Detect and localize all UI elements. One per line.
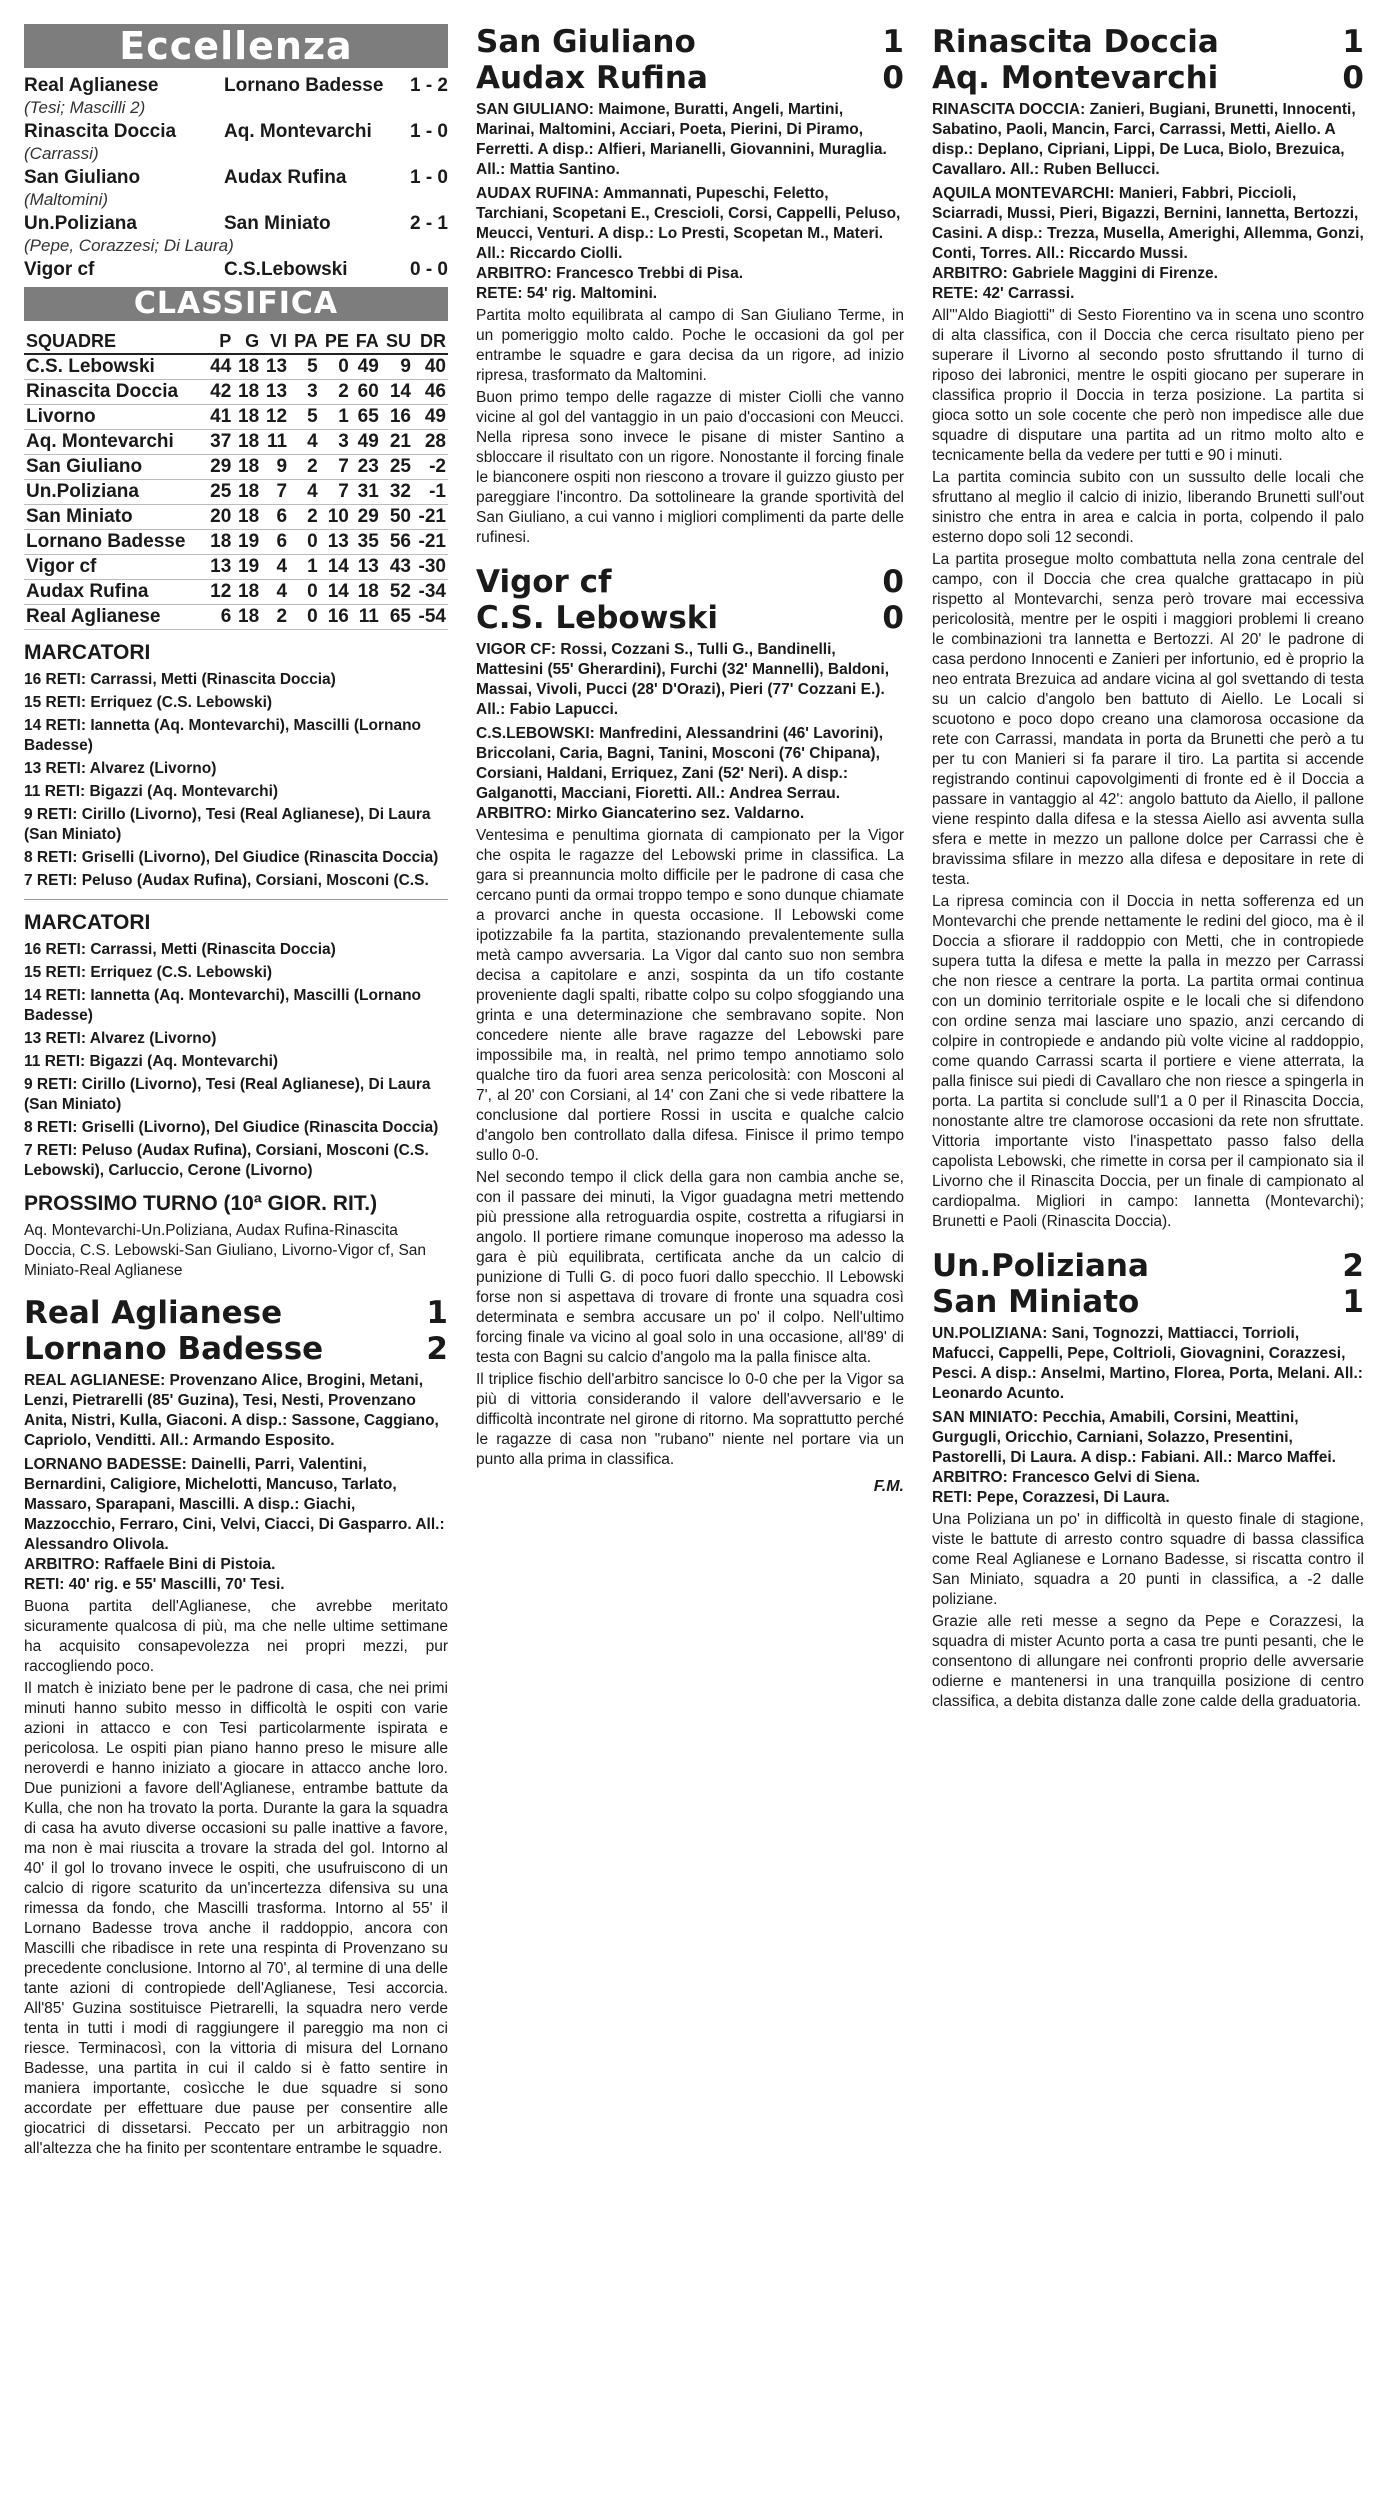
scorer-line: 11 RETI: Bigazzi (Aq. Montevarchi) <box>24 1053 279 1070</box>
team-name-cell: Un.Poliziana <box>24 480 205 505</box>
stat-cell: 29 <box>351 505 381 530</box>
lineup: AQUILA MONTEVARCHI: Manieri, Fabbri, Piccioli, Sciarradi, Mussi, Pieri, Bigazzi, Bernini, Iannetta, Bertozzi, Casini. A disp.: Trezza, Musella, Amerighi, Allemma, Gonzi, Conti, Torres. All.: Riccardo Mussi. <box>932 185 1364 262</box>
stat-cell: 46 <box>413 380 448 405</box>
team-score: 1 <box>1342 24 1364 60</box>
stat-cell: 4 <box>261 555 289 580</box>
standings-row <box>24 455 448 480</box>
article-paragraph: Buon primo tempo delle ragazze di mister Ciolli che vanno vicine al gol del vantaggio in un paio d'occasioni con Meucci. Nella ripresa sono invece le pisane di mister Santino a sbloccare il risultato con un rigore. Nonostante il forcing finale le bianconere ospiti non riescono a trovare il guizzo giusto per pareggiare l'incontro. Da sottolineare la grande sportività del San Giuliano, a cui vanno i migliori complimenti da parte delle rufinesi. <box>476 389 904 546</box>
result-score: 1 - 0 <box>409 121 448 142</box>
scorers-title: MARCATORI <box>24 911 151 934</box>
standings-header-row <box>24 329 448 354</box>
stat-cell: 37 <box>205 430 233 455</box>
stat-cell: -1 <box>413 480 448 505</box>
standings-header-cell: SU <box>381 329 413 354</box>
team-name: Real Aglianese <box>24 1295 283 1331</box>
stat-cell: 18 <box>233 580 261 605</box>
standings-header-cell: P <box>205 329 233 354</box>
stat-cell: 32 <box>381 480 413 505</box>
result-score: 1 - 0 <box>409 167 448 188</box>
lineup: REAL AGLIANESE: Provenzano Alice, Brogini, Metani, Lenzi, Pietrarelli (85' Guzina), Tesi, Nesti, Provenzano Anita, Nistri, Kulla, Giaconi. A disp.: Sassone, Caggiano, Capriolo, Venditti. All.: Armando Esposito. <box>24 1372 439 1449</box>
article-paragraph: La ripresa comincia con il Doccia in netta sofferenza ed un Montevarchi che prende nettamente le redini del gioco, ma è il Doccia a sfiorare il raddoppio con Metti, che in contropiede supera tutta la difesa e mette la palla in mezzo per Carrassi che non riesce a centrare la porta. La partita ormai continua con un dominio territoriale ospite e le locali che si difendono con ordine senza mai lasciare uno spazio, anzi cercando di colpire in contropiede e andando più volte vicine al raddoppio, come quando Carrassi scarta il portiere e viene atterrata, la palla finisce sui piedi di Cavallaro che non riesce a spingerla in porta. La partita si conclude sull'1 a 0 per il Rinascita Doccia, nonostante altre tre clamorose occasioni da rete non sfruttate. Vittoria importante visto l'inaspettato passo falso della capolista Lebowski, che rimette in corsa per il campionato sia il Livorno che il Rinascita Doccia, per un finale di campionato al cardiopalma. Migliori in campo: Iannetta (Montevarchi); Brunetti e Paoli (Rinascita Doccia). <box>932 893 1364 1230</box>
stat-cell: 19 <box>233 555 261 580</box>
team-name-cell: Aq. Montevarchi <box>24 430 205 455</box>
standings-header-cell: VI <box>261 329 289 354</box>
stat-cell: -21 <box>413 505 448 530</box>
standings-row <box>24 354 448 380</box>
match-report <box>932 24 1364 1232</box>
match-report <box>932 1248 1364 1712</box>
result-item <box>24 74 448 118</box>
result-score: 0 - 0 <box>409 259 448 280</box>
referee: ARBITRO: Francesco Gelvi di Siena. <box>932 1469 1200 1486</box>
stat-cell: 49 <box>351 354 381 380</box>
stat-cell: 6 <box>261 530 289 555</box>
team-name: Audax Rufina <box>476 60 708 96</box>
stat-cell: -34 <box>413 580 448 605</box>
stat-cell: 14 <box>381 380 413 405</box>
stat-cell: 0 <box>289 530 320 555</box>
stat-cell: 35 <box>351 530 381 555</box>
stat-cell: 28 <box>413 430 448 455</box>
stat-cell: 18 <box>205 530 233 555</box>
team-score: 0 <box>882 60 904 96</box>
stat-cell: 18 <box>233 480 261 505</box>
scorer-line: 8 RETI: Griselli (Livorno), Del Giudice (Rinascita Doccia) <box>24 1119 439 1136</box>
article-paragraph: La partita prosegue molto combattuta nella zona centrale del campo, con il Doccia che crea qualche grattacapo in più rispetto al Montevarchi, senza però trovare mai eccessiva pericolosità, mentre per le ospiti i maggiori problemi li creano le combinazioni tra Iannetta e Bertozzi. Al 20' le padrone di casa perdono Innocenti e Zanieri per infortunio, ed è proprio la neo entrata Brezuica ad andare vicina al gol svettando di testa su un calcio d'angolo ben battuto di Aiello. Le Locali si scuotono e poco dopo creano una clamorosa occasione da rete con Carrassi, mandata in porta da Brunetti che però a tu per tu con Manieri si fa parare il tiro. La partita si accende registrando continui capovolgimenti di fronte ed è il Doccia a passare in vantaggio al 42': angolo battuto da Aiello, il pallone viene respinto dalla difesa e la stessa Aiello asi avventa sulla sfera e mette in mezzo un pallone dolce per Carrassi che è bravissima sfilare in mezzo alla difesa e depositare in rete di testa. <box>932 551 1364 888</box>
lineup: RINASCITA DOCCIA: Zanieri, Bugiani, Brunetti, Innocenti, Sabatino, Paoli, Mancin, Farci, Carrassi, Metti, Aiello. A disp.: Deplano, Cipriani, Lippi, De Luca, Biolo, Brezuica, Cavallaro. All.: Ruben Bellucci. <box>932 101 1356 178</box>
stat-cell: 18 <box>233 430 261 455</box>
goals: RETI: 40' rig. e 55' Mascilli, 70' Tesi. <box>24 1576 285 1593</box>
stat-cell: 16 <box>320 605 351 630</box>
team-name: Vigor cf <box>476 564 612 600</box>
scorer-line: 14 RETI: Iannetta (Aq. Montevarchi), Mascilli (Lornano Badesse) <box>24 717 422 754</box>
stat-cell: 13 <box>261 380 289 405</box>
stat-cell: 40 <box>413 354 448 380</box>
result-away-team: Audax Rufina <box>224 167 347 188</box>
stat-cell: 9 <box>381 354 413 380</box>
stat-cell: 6 <box>205 605 233 630</box>
stat-cell: 31 <box>351 480 381 505</box>
result-home-team: Un.Poliziana <box>24 213 137 234</box>
scorer-line: 16 RETI: Carrassi, Metti (Rinascita Doccia) <box>24 671 336 688</box>
scorers-list <box>24 940 448 1181</box>
stat-cell: 2 <box>289 455 320 480</box>
stat-cell: -30 <box>413 555 448 580</box>
team-name-cell: Audax Rufina <box>24 580 205 605</box>
team-score: 2 <box>1342 1248 1364 1284</box>
stat-cell: -54 <box>413 605 448 630</box>
stat-cell: 49 <box>351 430 381 455</box>
stat-cell: 0 <box>320 354 351 380</box>
stat-cell: 4 <box>289 430 320 455</box>
stat-cell: 23 <box>351 455 381 480</box>
next-turn-title: PROSSIMO TURNO (10ª GIOR. RIT.) <box>24 1192 378 1215</box>
result-home-team: Real Aglianese <box>24 75 159 96</box>
stat-cell: 60 <box>351 380 381 405</box>
match-report <box>476 24 904 548</box>
stat-cell: 16 <box>381 405 413 430</box>
team-name: San Miniato <box>932 1284 1140 1320</box>
stat-cell: 50 <box>381 505 413 530</box>
scorer-line: 7 RETI: Peluso (Audax Rufina), Corsiani, Mosconi (C.S. Lebowski), Carluccio, Cerone (Livorno) <box>24 1142 429 1179</box>
match-report <box>476 564 904 1496</box>
stat-cell: 18 <box>351 580 381 605</box>
stat-cell: 2 <box>261 605 289 630</box>
stat-cell: 2 <box>289 505 320 530</box>
result-home-team: Rinascita Doccia <box>24 121 177 142</box>
stat-cell: 4 <box>289 480 320 505</box>
lineup: VIGOR CF: Rossi, Cozzani S., Tulli G., Bandinelli, Mattesini (55' Gherardini), Furchi (32' Mannelli), Baldoni, Massai, Vivoli, Pucci (28' D'Orazi), Pieri (77' Cozzani E.). All.: Fabio Lapucci. <box>476 641 890 718</box>
result-scorers: (Maltomini) <box>24 190 109 209</box>
stat-cell: 4 <box>261 580 289 605</box>
stat-cell: 18 <box>233 605 261 630</box>
standings-row <box>24 430 448 455</box>
team-name-cell: Real Aglianese <box>24 605 205 630</box>
article-paragraph: All'"Aldo Biagiotti" di Sesto Fiorentino va in scena uno scontro di alta classifica, con il Doccia che cerca risultato pieno per superare il Livorno al secondo posto sfruttando il turno di riposo dei labronici, mentre le ospiti giocano per superare in classifica proprio il Doccia in terza posizione. La partita si gioca sotto un sole cocente che però non impedisce alle due squadre di disputare una partita ad un ritmo molto alto e tecnicamente bella da vedere per tutti e 90 i minuti. <box>932 307 1364 464</box>
stat-cell: 1 <box>320 405 351 430</box>
article-paragraph: Buona partita dell'Aglianese, che avrebbe meritato sicuramente qualcosa di più, ma che nelle ultime settimane ha acquisito consapevolezza nei propri mezzi, pur raccogliendo poco. <box>24 1598 448 1675</box>
lineup: UN.POLIZIANA: Sani, Tognozzi, Mattiacci, Torrioli, Mafucci, Cappelli, Pepe, Coltrioli, Giovagnini, Corazzesi, Pesci. A disp.: Anselmi, Martino, Florea, Porta, Melani. All.: Leonardo Acunto. <box>932 1325 1363 1402</box>
team-name: San Giuliano <box>476 24 696 60</box>
team-name-cell: San Miniato <box>24 505 205 530</box>
lineup: AUDAX RUFINA: Ammannati, Pupeschi, Feletto, Tarchiani, Scopetani E., Crescioli, Corsi, Cappelli, Peluso, Meucci, Venturi. A disp.: Lo Presti, Scopetan M., Materi. All.: Riccardo Ciolli. <box>476 185 901 262</box>
article-paragraph: La partita comincia subito con un sussulto delle locali che sfruttano al meglio il calcio di inizio, liberando Brunetti sull'out sinistro che entra in area e calcia in porta, colpendo il palo esterno dopo soli 12 secondi. <box>932 469 1364 546</box>
standings-row <box>24 605 448 630</box>
team-name-cell: San Giuliano <box>24 455 205 480</box>
standings-row <box>24 580 448 605</box>
team-name-cell: C.S. Lebowski <box>24 354 205 380</box>
stat-cell: 65 <box>351 405 381 430</box>
stat-cell: 18 <box>233 455 261 480</box>
author-signature: F.M. <box>873 1478 904 1495</box>
result-scorers: (Pepe, Corazzesi; Di Laura) <box>24 236 234 255</box>
result-scorers: (Carrassi) <box>24 144 99 163</box>
stat-cell: 1 <box>289 555 320 580</box>
divider <box>24 899 448 900</box>
stat-cell: 7 <box>320 455 351 480</box>
scorer-line: 9 RETI: Cirillo (Livorno), Tesi (Real Aglianese), Di Laura (San Miniato) <box>24 1076 431 1113</box>
stat-cell: 11 <box>261 430 289 455</box>
stat-cell: 11 <box>351 605 381 630</box>
stat-cell: 25 <box>381 455 413 480</box>
stat-cell: 18 <box>233 405 261 430</box>
article-paragraph: Una Poliziana un po' in difficoltà in questo finale di stagione, viste le battute di arresto contro squadre di bassa classifica come Real Aglianese e Lornano Badesse, si riscatta contro il San Miniato, squadra a 20 punti in classifica, a -2 dalle poliziane. <box>932 1511 1364 1608</box>
article-paragraph: Nel secondo tempo il click della gara non cambia anche se, con il passare dei minuti, la Vigor guadagna metri mettendo più pressione alla retroguardia ospite, costretta a rifugiarsi in angolo. Il portiere rimane comunque inoperoso ma adesso la gara è più equilibrata, certificata anche da un calcio di punizione di Tulli G. di poco fuori dallo specchio. Il Lebowski forse non si aspettava di trovare di fronte una squadra così determinata e sembra accusare un po' il colpo. Nell'ultimo forcing finale va vicino al goal solo in una occasione, all'89' di testa con Bagni su calcio d'angolo ma la palla finisce alta. <box>476 1169 904 1366</box>
result-home-team: San Giuliano <box>24 167 141 188</box>
result-item <box>24 120 448 164</box>
team-name: C.S. Lebowski <box>476 600 719 636</box>
result-item <box>24 166 448 210</box>
stat-cell: 12 <box>205 580 233 605</box>
standings-row <box>24 380 448 405</box>
stat-cell: 18 <box>233 380 261 405</box>
standings-row <box>24 530 448 555</box>
result-away-team: San Miniato <box>224 213 331 234</box>
scorer-line: 13 RETI: Alvarez (Livorno) <box>24 1030 217 1047</box>
stat-cell: 2 <box>320 380 351 405</box>
stat-cell: 21 <box>381 430 413 455</box>
stat-cell: 52 <box>381 580 413 605</box>
referee: ARBITRO: Mirko Giancaterino sez. Valdarno. <box>476 805 805 822</box>
article-paragraph: Il match è iniziato bene per le padrone di casa, che nei primi minuti hanno subito messo in difficoltà le ospiti con varie azioni in attacco e con Tesi particolarmente ispirata e pericolosa. Le ospiti pian piano hanno preso le misure alle neroverdi e hanno iniziato a giocare in attacco anche loro. Due punizioni a favore dell'Aglianese, entrambe battute da Kulla, che non ha trovato la porta. Durante la gara la squadra di casa ha avuto diverse occasioni su palle inattive a favore, ma non è mai riuscita a trovare la strada del gol. Intorno al 40' il gol lo trovano invece le ospiti, che usufruiscono di un calcio di rigore scaturito da un'incertezza difensiva su una rimessa da fondo, che Mascilli trasforma. Intorno al 55' il Lornano Badesse trova anche il raddoppio, ancora con Mascilli che ribadisce in rete una respinta di Provenzano su precedente conclusione. Intorno al 70', al termine di una delle tante azioni di contropiede dell'Aglianese, Tesi accorcia. All'85' Guzina sostituisce Pietrarelli, la squadra nero verde tenta in tutti i modi di raggiungere il pareggio ma non ci riesce. Terminacosì, con la vittoria di misura del Lornano Badesse, una partita in cui il caldo si è fatto sentire in maniera importante, cosìcche le due squadre si sono accordate per effettuare due pause per consentire alle giocatrici di dissetarsi. Peccato per un arbitraggio non all'altezza che ha finito per scontentare entrambe le squadre. <box>24 1680 448 2157</box>
scorer-line: 11 RETI: Bigazzi (Aq. Montevarchi) <box>24 783 279 800</box>
standings-table <box>24 329 448 630</box>
result-away-team: C.S.Lebowski <box>224 259 348 280</box>
scorer-line: 8 RETI: Griselli (Livorno), Del Giudice (Rinascita Doccia) <box>24 849 439 866</box>
stat-cell: 3 <box>289 380 320 405</box>
stat-cell: 14 <box>320 555 351 580</box>
stat-cell: 13 <box>320 530 351 555</box>
stat-cell: 20 <box>205 505 233 530</box>
stat-cell: 25 <box>205 480 233 505</box>
stat-cell: 29 <box>205 455 233 480</box>
result-score: 1 - 2 <box>409 75 448 96</box>
lineup: C.S.LEBOWSKI: Manfredini, Alessandrini (46' Lavorini), Briccolani, Caria, Bagni, Tanini, Mosconi (76' Chipana), Corsiani, Haldani, Erriquez, Zani (52' Neri). A disp.: Galganotti, Macciani, Fioretti. All.: Andrea Serrau. <box>476 725 884 802</box>
stat-cell: 9 <box>261 455 289 480</box>
goals: RETI: Pepe, Corazzesi, Di Laura. <box>932 1489 1170 1506</box>
referee: ARBITRO: Gabriele Maggini di Firenze. <box>932 265 1218 282</box>
result-item <box>24 258 448 281</box>
team-score: 1 <box>1342 1284 1364 1320</box>
result-score: 2 - 1 <box>409 213 448 234</box>
goals: RETE: 54' rig. Maltomini. <box>476 285 658 302</box>
team-name-cell: Vigor cf <box>24 555 205 580</box>
referee: ARBITRO: Francesco Trebbi di Pisa. <box>476 265 744 282</box>
stat-cell: 65 <box>381 605 413 630</box>
stat-cell: 44 <box>205 354 233 380</box>
scorer-line: 9 RETI: Cirillo (Livorno), Tesi (Real Aglianese), Di Laura (San Miniato) <box>24 806 431 843</box>
team-score: 0 <box>882 600 904 636</box>
stat-cell: 14 <box>320 580 351 605</box>
stat-cell: 0 <box>289 580 320 605</box>
team-name: Rinascita Doccia <box>932 24 1219 60</box>
result-item <box>24 212 448 256</box>
scorers-title: MARCATORI <box>24 641 151 664</box>
team-name: Un.Poliziana <box>932 1248 1149 1284</box>
stat-cell: 18 <box>233 354 261 380</box>
column-left <box>24 24 448 2175</box>
article-paragraph: Partita molto equilibrata al campo di San Giuliano Terme, in un pomeriggio molto caldo. Poche le occasioni da gol per entrambe le squadre e gara decisa da un rigore, ad inizio ripresa, trasformato da Maltomini. <box>476 307 904 384</box>
stat-cell: 43 <box>381 555 413 580</box>
lineup: LORNANO BADESSE: Dainelli, Parri, Valentini, Bernardini, Caligiore, Michelotti, Mancuso, Tarlato, Massaro, Sparapani, Mascilli. A disp.: Giachi, Mazzocchio, Ferraro, Cini, Velvi, Ciacci, Di Gasparro. All.: Alessandro Olivola. <box>24 1456 445 1553</box>
scorer-line: 16 RETI: Carrassi, Metti (Rinascita Doccia) <box>24 941 336 958</box>
team-name-cell: Rinascita Doccia <box>24 380 205 405</box>
stat-cell: 56 <box>381 530 413 555</box>
article-paragraph: Grazie alle reti messe a segno da Pepe e Corazzesi, la squadra di mister Acunto porta a casa tre punti pesanti, che le consentono di allungare nei confronti proprio delle avversarie odierne e mantenersi in una tranquilla posizione di centro classifica, a debita distanza dalle zone calde della graduatoria. <box>932 1613 1364 1710</box>
stat-cell: 49 <box>413 405 448 430</box>
scorer-line: 15 RETI: Erriquez (C.S. Lebowski) <box>24 964 273 981</box>
team-score: 1 <box>426 1295 448 1331</box>
team-score: 0 <box>882 564 904 600</box>
lineup: SAN MINIATO: Pecchia, Amabili, Corsini, Meattini, Gurgugli, Oricchio, Carniani, Solazzo, Presentini, Pastorelli, Di Laura. A disp.: Fabiani. All.: Marco Maffei. <box>932 1409 1336 1466</box>
scorer-line: 15 RETI: Erriquez (C.S. Lebowski) <box>24 694 273 711</box>
team-name: Aq. Montevarchi <box>932 60 1219 96</box>
stat-cell: 13 <box>205 555 233 580</box>
standings-header-cell: SQUADRE <box>24 329 205 354</box>
results-list <box>24 74 448 281</box>
stat-cell: 5 <box>289 405 320 430</box>
stat-cell: 19 <box>233 530 261 555</box>
team-score: 0 <box>1342 60 1364 96</box>
scorers-list <box>24 670 448 891</box>
standings-row <box>24 505 448 530</box>
article-paragraph: Ventesima e penultima giornata di campionato per la Vigor che ospita le ragazze del Lebowski prime in classifica. La gara si preannuncia molto difficile per le padrone di casa che cercano punti da ormai troppo tempo e sono dunque chiamate a provarci anche in questa occasione. Il Lebowski come ipotizzabile fa la partita, stazionando prevalentemente sulla metà campo avversaria. La Vigor dal canto suo non sembra decisa a capitolare e anzi, sospinta da un tifo costante proveniente dagli spalti, ribatte colpo su colpo sfoggiando una grinta e una determinazione che sembravano sopite. Non concedere niente alle brave ragazze del Lebowski pare impossibile ma, in realtà, nel primo tempo annotiamo solo qualche tiro da fuori area senza pericolosità: con Mosconi al 7', al 20' con Corsiani, al 14' con Zani che si vede ribattere la conclusione dal portiere Rossi in uscita e qualche calcio d'angolo ben controllato dalla difesa. Finisce il primo tempo sullo 0-0. <box>476 827 904 1164</box>
stat-cell: 0 <box>289 605 320 630</box>
standings-header-cell: PA <box>289 329 320 354</box>
lineup: SAN GIULIANO: Maimone, Buratti, Angeli, Martini, Marinai, Maltomini, Acciari, Poeta, Pierini, Di Piramo, Ferretti. A disp.: Alfieri, Marianelli, Giovannini, Muraglia. All.: Mattia Santino. <box>476 101 887 178</box>
column-middle <box>476 24 904 1512</box>
stat-cell: -21 <box>413 530 448 555</box>
stat-cell: 42 <box>205 380 233 405</box>
stat-cell: 7 <box>261 480 289 505</box>
column-right <box>932 24 1364 1728</box>
standings-row <box>24 480 448 505</box>
result-away-team: Lornano Badesse <box>224 75 384 96</box>
section-title: Eccellenza <box>24 24 448 68</box>
result-home-team: Vigor cf <box>24 259 95 280</box>
scorer-line: 14 RETI: Iannetta (Aq. Montevarchi), Mascilli (Lornano Badesse) <box>24 987 422 1024</box>
scorer-line: 7 RETI: Peluso (Audax Rufina), Corsiani, Mosconi (C.S. <box>24 872 429 889</box>
team-name-cell: Lornano Badesse <box>24 530 205 555</box>
classifica-title: CLASSIFICA <box>24 287 448 321</box>
stat-cell: 41 <box>205 405 233 430</box>
team-name-cell: Livorno <box>24 405 205 430</box>
match-report <box>24 1295 448 2159</box>
stat-cell: 13 <box>261 354 289 380</box>
stat-cell: 5 <box>289 354 320 380</box>
referee: ARBITRO: Raffaele Bini di Pistoia. <box>24 1556 276 1573</box>
stat-cell: 13 <box>351 555 381 580</box>
standings-header-cell: G <box>233 329 261 354</box>
standings-row <box>24 405 448 430</box>
result-scorers: (Tesi; Mascilli 2) <box>24 98 146 117</box>
stat-cell: 6 <box>261 505 289 530</box>
stat-cell: 10 <box>320 505 351 530</box>
article-paragraph: Il triplice fischio dell'arbitro sancisce lo 0-0 che per la Vigor sa più di vittoria considerando il valore dell'avversario e le difficoltà incontrate nel girone di ritorno. Ma soprattutto perché le ragazze di casa non "rubano" niente nel portare via un punto alla prima in classifica. <box>476 1371 904 1468</box>
result-away-team: Aq. Montevarchi <box>224 121 372 142</box>
standings-header-cell: DR <box>413 329 448 354</box>
standings-header-cell: PE <box>320 329 351 354</box>
stat-cell: 3 <box>320 430 351 455</box>
team-name: Lornano Badesse <box>24 1331 324 1367</box>
standings-header-cell: FA <box>351 329 381 354</box>
scorer-line: 13 RETI: Alvarez (Livorno) <box>24 760 217 777</box>
next-turn-text: Aq. Montevarchi-Un.Poliziana, Audax Rufina-Rinascita Doccia, C.S. Lebowski-San Giuliano, Livorno-Vigor cf, San Miniato-Real Aglianese <box>24 1222 427 1279</box>
stat-cell: -2 <box>413 455 448 480</box>
team-score: 1 <box>882 24 904 60</box>
stat-cell: 12 <box>261 405 289 430</box>
standings-row <box>24 555 448 580</box>
goals: RETE: 42' Carrassi. <box>932 285 1075 302</box>
stat-cell: 7 <box>320 480 351 505</box>
stat-cell: 18 <box>233 505 261 530</box>
team-score: 2 <box>426 1331 448 1367</box>
